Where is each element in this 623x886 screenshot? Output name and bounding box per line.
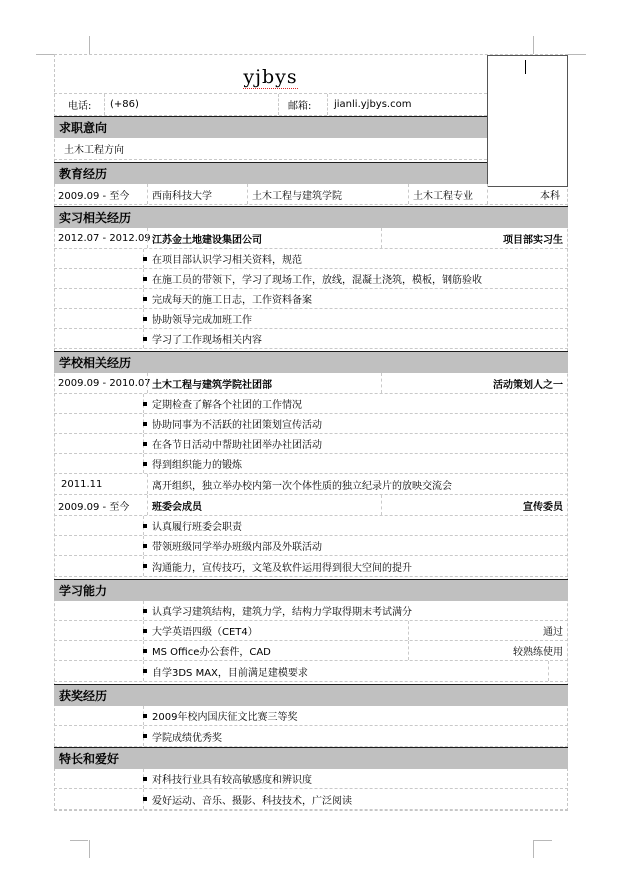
bullet-icon bbox=[143, 297, 147, 301]
section-internship-title: 实习相关经历 bbox=[54, 206, 568, 228]
section-education-title: 教育经历 bbox=[54, 162, 487, 184]
list-item: 得到组织能力的锻炼 bbox=[54, 454, 568, 474]
list-item: 带领班级同学举办班级内部及外联活动 bbox=[54, 536, 568, 556]
list-item: 大学英语四级（CET4） 通过 bbox=[54, 621, 568, 641]
school-entry3-role: 宣传委员 bbox=[523, 501, 563, 513]
crop-mark-top-right bbox=[533, 36, 534, 54]
school-entry3-org: 班委会成员 bbox=[152, 501, 202, 513]
crop-mark-top-left bbox=[89, 36, 90, 54]
bullet-icon bbox=[143, 257, 147, 261]
bullet-icon bbox=[143, 714, 147, 718]
phone-label: 电话: bbox=[68, 101, 92, 112]
bullet-icon bbox=[143, 524, 147, 528]
school-entry1-role: 活动策划人之一 bbox=[493, 379, 563, 391]
school-entry3-header bbox=[54, 495, 568, 516]
internship-date: 2012.07 - 2012.09 bbox=[58, 232, 151, 244]
list-item: 在施工员的带领下，学习了现场工作，放线，混凝土浇筑，模板，钢筋验收 bbox=[54, 269, 568, 289]
list-item: 学院成绩优秀奖 bbox=[54, 726, 568, 747]
school-entry2-date: 2011.11 bbox=[61, 478, 103, 490]
section-awards-title: 获奖经历 bbox=[54, 684, 568, 706]
phone-value[interactable]: (+86) bbox=[110, 99, 139, 110]
list-item: 认真学习建筑结构，建筑力学，结构力学取得期末考试满分 bbox=[54, 601, 568, 621]
bullet-icon bbox=[143, 317, 147, 321]
bullet-icon bbox=[143, 629, 147, 633]
crop-mark-bottom-right-h bbox=[534, 840, 552, 841]
bullet-icon bbox=[143, 442, 147, 446]
bullet-icon bbox=[143, 462, 147, 466]
bullet-icon bbox=[143, 649, 147, 653]
list-item: MS Office办公套件，CAD 较熟练使用 bbox=[54, 641, 568, 661]
bullet-icon bbox=[143, 609, 147, 613]
list-item: 学习了工作现场相关内容 bbox=[54, 329, 568, 349]
education-degree: 本科 bbox=[540, 190, 560, 202]
name-row bbox=[54, 54, 487, 94]
section-school-title: 学校相关经历 bbox=[54, 351, 568, 373]
internship-role: 项目部实习生 bbox=[503, 234, 563, 246]
crop-mark-top-right-h bbox=[568, 54, 586, 55]
list-item: 自学3DS MAX，目前满足建模要求 bbox=[54, 661, 568, 682]
education-major: 土木工程专业 bbox=[413, 190, 473, 202]
list-item: 定期检查了解各个社团的工作情况 bbox=[54, 394, 568, 414]
education-row bbox=[54, 184, 568, 205]
contact-row bbox=[54, 94, 487, 116]
bullet-icon bbox=[143, 669, 147, 673]
list-item: 对科技行业具有较高敏感度和辨识度 bbox=[54, 769, 568, 789]
section-hobbies-title: 特长和爱好 bbox=[54, 747, 568, 769]
photo-placeholder[interactable] bbox=[487, 55, 568, 187]
list-item: 协助同事为不活跃的社团策划宣传活动 bbox=[54, 414, 568, 434]
list-item: 认真履行班委会职责 bbox=[54, 516, 568, 536]
list-item: 完成每天的施工日志，工作资料备案 bbox=[54, 289, 568, 309]
school-entry3-date: 2009.09 - 至今 bbox=[58, 501, 130, 513]
section-skills-title: 学习能力 bbox=[54, 579, 568, 601]
list-item: 爱好运动、音乐、摄影、科技技术，广泛阅读 bbox=[54, 789, 568, 810]
list-item: 协助领导完成加班工作 bbox=[54, 309, 568, 329]
crop-mark-bottom-left-h bbox=[70, 840, 88, 841]
crop-mark-bottom-right bbox=[533, 840, 534, 858]
internship-header-row bbox=[54, 228, 568, 249]
internship-company: 江苏金土地建设集团公司 bbox=[152, 234, 262, 246]
school-entry1-org: 土木工程与建筑学院社团部 bbox=[152, 379, 272, 391]
resume-name: yjbys bbox=[243, 65, 298, 88]
list-item: 2009年校内国庆征文比赛三等奖 bbox=[54, 706, 568, 726]
email-value[interactable]: jianli.yjbys.com bbox=[334, 99, 412, 110]
education-date: 2009.09 - 至今 bbox=[58, 190, 130, 202]
bullet-icon bbox=[143, 337, 147, 341]
bullet-icon bbox=[143, 402, 147, 406]
bullet-icon bbox=[143, 564, 147, 568]
text-cursor bbox=[525, 60, 526, 74]
bullet-icon bbox=[143, 277, 147, 281]
school-entry1-header bbox=[54, 373, 568, 394]
education-college: 土木工程与建筑学院 bbox=[252, 190, 342, 202]
list-item: 在项目部认识学习相关资料，规范 bbox=[54, 249, 568, 269]
list-item: 在各节日活动中帮助社团举办社团活动 bbox=[54, 434, 568, 454]
objective-value[interactable]: 土木工程方向 bbox=[64, 145, 124, 156]
bullet-icon bbox=[143, 544, 147, 548]
school-entry1-date: 2009.09 - 2010.07 bbox=[58, 377, 151, 389]
bullet-icon bbox=[143, 797, 147, 801]
school-entry2-row bbox=[54, 474, 568, 495]
school-entry2-text: 离开组织，独立举办校内第一次个体性质的独立纪录片的放映交流会 bbox=[152, 480, 452, 492]
list-item: 沟通能力，宣传技巧，文笔及软件运用得到很大空间的提升 bbox=[54, 556, 568, 577]
section-objective-title: 求职意向 bbox=[54, 116, 487, 138]
bullet-icon bbox=[143, 734, 147, 738]
bullet-icon bbox=[143, 777, 147, 781]
education-school: 西南科技大学 bbox=[152, 190, 212, 202]
crop-mark-top-left-h bbox=[36, 54, 54, 55]
email-label: 邮箱: bbox=[288, 101, 312, 112]
objective-row bbox=[54, 138, 487, 160]
crop-mark-bottom-left bbox=[89, 840, 90, 858]
bullet-icon bbox=[143, 422, 147, 426]
